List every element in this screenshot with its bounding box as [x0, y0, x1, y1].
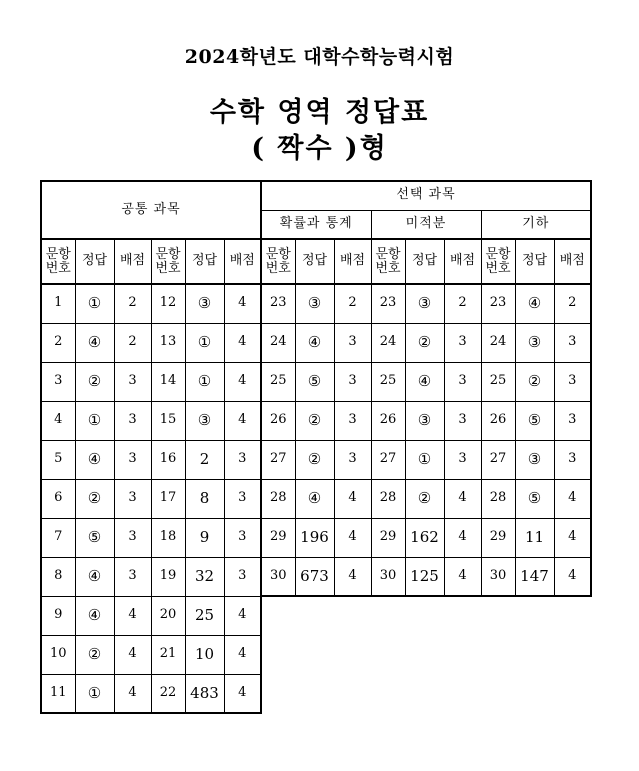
empty-cell [295, 596, 334, 635]
prob-stat-question-number: 26 [261, 401, 295, 440]
calculus-answer: ② [405, 479, 444, 518]
calculus-question-number: 27 [371, 440, 405, 479]
calculus-question-number: 30 [371, 557, 405, 596]
common-left-points: 4 [114, 596, 151, 635]
prob-stat-points: 3 [334, 362, 371, 401]
geometry-answer: ⑤ [515, 479, 554, 518]
calculus-answer: ④ [405, 362, 444, 401]
prob-stat-question-number: 29 [261, 518, 295, 557]
exam-type-label: ( 짝수 )형 [251, 133, 388, 164]
common-left-answer: ④ [75, 440, 114, 479]
geometry-answer: ⑤ [515, 401, 554, 440]
common-left-question-number: 10 [41, 635, 75, 674]
empty-cell [405, 596, 444, 635]
calculus-answer: 125 [405, 557, 444, 596]
geometry-answer: ② [515, 362, 554, 401]
calculus-question-number: 29 [371, 518, 405, 557]
table-row [41, 440, 591, 479]
common-left-answer: ① [75, 674, 114, 713]
prob-stat-answer: ④ [295, 479, 334, 518]
answer-header: 정답 [75, 239, 114, 284]
points-header: 배점 [114, 239, 151, 284]
common-left-question-number: 9 [41, 596, 75, 635]
table-row [41, 284, 591, 323]
empty-cell [481, 635, 515, 674]
answer-header: 정답 [515, 239, 554, 284]
calculus-answer: ③ [405, 401, 444, 440]
calculus-points: 2 [444, 284, 481, 323]
empty-cell [371, 635, 405, 674]
common-right-answer: 483 [185, 674, 224, 713]
geometry-question-number: 29 [481, 518, 515, 557]
common-right-points: 4 [224, 635, 261, 674]
common-right-answer: 10 [185, 635, 224, 674]
empty-cell [334, 674, 371, 713]
empty-cell [261, 596, 295, 635]
common-right-answer: 32 [185, 557, 224, 596]
common-left-question-number: 8 [41, 557, 75, 596]
common-left-question-number: 6 [41, 479, 75, 518]
prob-stat-points: 3 [334, 401, 371, 440]
common-left-answer: ⑤ [75, 518, 114, 557]
empty-cell [444, 674, 481, 713]
empty-cell [481, 674, 515, 713]
common-right-question-number: 12 [151, 284, 185, 323]
geometry-points: 4 [554, 557, 591, 596]
prob-stat-points: 4 [334, 518, 371, 557]
prob-stat-question-number: 24 [261, 323, 295, 362]
prob-stat-points: 3 [334, 440, 371, 479]
prob-stat-answer: ③ [295, 284, 334, 323]
table-row [41, 401, 591, 440]
geometry-question-number: 30 [481, 557, 515, 596]
empty-cell [371, 596, 405, 635]
empty-cell [444, 635, 481, 674]
calculus-answer: ③ [405, 284, 444, 323]
common-right-answer: ③ [185, 401, 224, 440]
answer-table [40, 180, 592, 714]
calculus-points: 3 [444, 440, 481, 479]
question-number-header: 문항 번호 [41, 239, 75, 284]
common-right-points: 4 [224, 674, 261, 713]
calculus-question-number: 23 [371, 284, 405, 323]
points-header: 배점 [444, 239, 481, 284]
geometry-question-number: 27 [481, 440, 515, 479]
calculus-answer: 162 [405, 518, 444, 557]
common-right-question-number: 14 [151, 362, 185, 401]
prob-stat-question-number: 30 [261, 557, 295, 596]
prob-stat-points: 4 [334, 479, 371, 518]
common-right-answer: ③ [185, 284, 224, 323]
calculus-points: 3 [444, 323, 481, 362]
table-row [41, 518, 591, 557]
subject-geometry: 기하 [481, 210, 591, 239]
calculus-answer: ② [405, 323, 444, 362]
elective-subject-header: 선택 과목 [261, 181, 591, 210]
points-header: 배점 [334, 239, 371, 284]
common-left-points: 2 [114, 323, 151, 362]
common-right-points: 3 [224, 440, 261, 479]
common-right-question-number: 19 [151, 557, 185, 596]
empty-cell [295, 635, 334, 674]
common-right-question-number: 17 [151, 479, 185, 518]
geometry-question-number: 24 [481, 323, 515, 362]
answer-header: 정답 [295, 239, 334, 284]
common-left-points: 3 [114, 401, 151, 440]
geometry-answer: ③ [515, 323, 554, 362]
prob-stat-points: 3 [334, 323, 371, 362]
prob-stat-answer: ② [295, 401, 334, 440]
prob-stat-question-number: 25 [261, 362, 295, 401]
geometry-answer: 11 [515, 518, 554, 557]
table-row [41, 635, 591, 674]
answer-key-title: 수학 영역 정답표 [209, 97, 430, 128]
question-number-header: 문항 번호 [371, 239, 405, 284]
calculus-points: 4 [444, 557, 481, 596]
empty-cell [515, 596, 554, 635]
common-left-question-number: 4 [41, 401, 75, 440]
empty-cell [554, 674, 591, 713]
common-right-answer: ① [185, 362, 224, 401]
empty-cell [334, 596, 371, 635]
geometry-points: 3 [554, 440, 591, 479]
exam-title: 2024학년도 대학수학능력시험 [184, 46, 455, 68]
table-row [41, 596, 591, 635]
table-row [41, 479, 591, 518]
common-right-answer: 8 [185, 479, 224, 518]
common-left-answer: ④ [75, 596, 114, 635]
prob-stat-answer: ② [295, 440, 334, 479]
common-right-answer: 2 [185, 440, 224, 479]
common-right-points: 3 [224, 479, 261, 518]
common-right-question-number: 18 [151, 518, 185, 557]
empty-cell [515, 674, 554, 713]
geometry-points: 4 [554, 479, 591, 518]
subject-calculus: 미적분 [371, 210, 481, 239]
common-right-question-number: 13 [151, 323, 185, 362]
common-left-question-number: 11 [41, 674, 75, 713]
calculus-points: 4 [444, 518, 481, 557]
common-right-question-number: 20 [151, 596, 185, 635]
common-left-answer: ① [75, 284, 114, 323]
prob-stat-answer: 673 [295, 557, 334, 596]
question-number-header: 문항 번호 [261, 239, 295, 284]
common-left-question-number: 5 [41, 440, 75, 479]
common-left-points: 3 [114, 557, 151, 596]
common-left-points: 3 [114, 479, 151, 518]
common-right-points: 3 [224, 557, 261, 596]
geometry-question-number: 23 [481, 284, 515, 323]
geometry-question-number: 25 [481, 362, 515, 401]
subject-probability-statistics: 확률과 통계 [261, 210, 371, 239]
common-right-answer: 9 [185, 518, 224, 557]
empty-cell [334, 635, 371, 674]
table-row [41, 362, 591, 401]
table-row [41, 674, 591, 713]
geometry-answer: ④ [515, 284, 554, 323]
calculus-points: 3 [444, 362, 481, 401]
prob-stat-points: 2 [334, 284, 371, 323]
question-number-header: 문항 번호 [481, 239, 515, 284]
geometry-points: 3 [554, 362, 591, 401]
calculus-question-number: 24 [371, 323, 405, 362]
common-left-answer: ② [75, 362, 114, 401]
table-row [41, 323, 591, 362]
calculus-question-number: 26 [371, 401, 405, 440]
geometry-points: 3 [554, 401, 591, 440]
points-header: 배점 [224, 239, 261, 284]
common-left-points: 3 [114, 440, 151, 479]
common-left-points: 4 [114, 635, 151, 674]
geometry-answer: 147 [515, 557, 554, 596]
common-left-points: 3 [114, 518, 151, 557]
calculus-question-number: 28 [371, 479, 405, 518]
prob-stat-question-number: 23 [261, 284, 295, 323]
common-right-points: 4 [224, 362, 261, 401]
common-right-question-number: 21 [151, 635, 185, 674]
empty-cell [405, 635, 444, 674]
points-header: 배점 [554, 239, 591, 284]
empty-cell [554, 635, 591, 674]
common-left-question-number: 1 [41, 284, 75, 323]
common-right-question-number: 15 [151, 401, 185, 440]
empty-cell [405, 674, 444, 713]
answer-header: 정답 [185, 239, 224, 284]
prob-stat-answer: 196 [295, 518, 334, 557]
geometry-points: 4 [554, 518, 591, 557]
common-right-points: 4 [224, 323, 261, 362]
prob-stat-answer: ⑤ [295, 362, 334, 401]
geometry-points: 3 [554, 323, 591, 362]
empty-cell [261, 674, 295, 713]
empty-cell [515, 635, 554, 674]
common-right-points: 4 [224, 596, 261, 635]
empty-cell [261, 635, 295, 674]
table-row [41, 557, 591, 596]
calculus-question-number: 25 [371, 362, 405, 401]
common-left-answer: ② [75, 635, 114, 674]
common-right-answer: ① [185, 323, 224, 362]
answer-header: 정답 [405, 239, 444, 284]
common-left-points: 2 [114, 284, 151, 323]
common-left-points: 3 [114, 362, 151, 401]
geometry-question-number: 28 [481, 479, 515, 518]
calculus-points: 3 [444, 401, 481, 440]
geometry-points: 2 [554, 284, 591, 323]
empty-cell [554, 596, 591, 635]
empty-cell [444, 596, 481, 635]
common-left-question-number: 7 [41, 518, 75, 557]
common-left-answer: ① [75, 401, 114, 440]
common-left-question-number: 3 [41, 362, 75, 401]
common-left-points: 4 [114, 674, 151, 713]
prob-stat-points: 4 [334, 557, 371, 596]
common-left-answer: ④ [75, 557, 114, 596]
empty-cell [295, 674, 334, 713]
common-right-answer: 25 [185, 596, 224, 635]
geometry-answer: ③ [515, 440, 554, 479]
common-left-answer: ④ [75, 323, 114, 362]
prob-stat-answer: ④ [295, 323, 334, 362]
calculus-answer: ① [405, 440, 444, 479]
common-left-question-number: 2 [41, 323, 75, 362]
empty-cell [371, 674, 405, 713]
common-right-question-number: 16 [151, 440, 185, 479]
common-subject-header: 공통 과목 [41, 181, 261, 239]
geometry-question-number: 26 [481, 401, 515, 440]
common-right-points: 3 [224, 518, 261, 557]
common-right-points: 4 [224, 401, 261, 440]
empty-cell [481, 596, 515, 635]
question-number-header: 문항 번호 [151, 239, 185, 284]
common-left-answer: ② [75, 479, 114, 518]
common-right-question-number: 22 [151, 674, 185, 713]
common-right-points: 4 [224, 284, 261, 323]
prob-stat-question-number: 27 [261, 440, 295, 479]
calculus-points: 4 [444, 479, 481, 518]
prob-stat-question-number: 28 [261, 479, 295, 518]
